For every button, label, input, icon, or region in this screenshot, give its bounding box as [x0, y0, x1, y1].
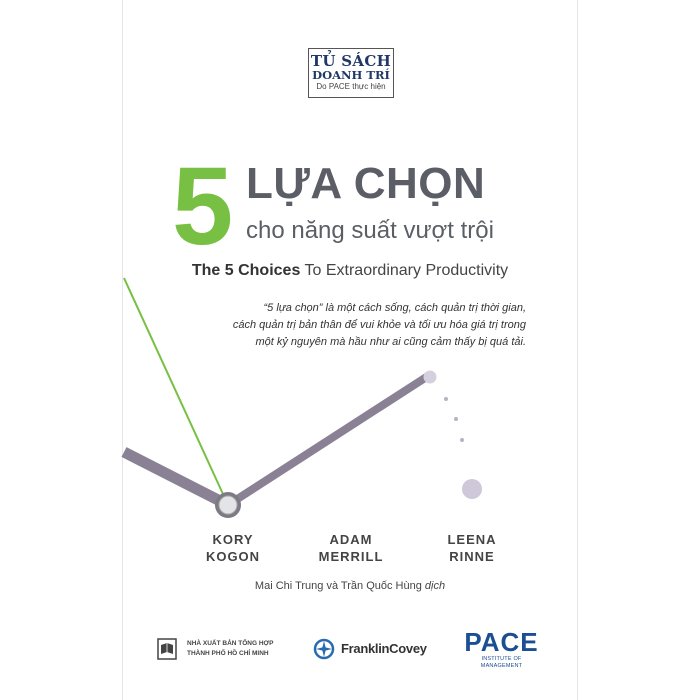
- author-last-name: MERRILL: [318, 549, 384, 564]
- pace-logo-text: PACE: [464, 627, 539, 657]
- series-line-3: Do PACE thực hiện: [316, 82, 386, 91]
- author-last-name: KOGON: [205, 549, 261, 564]
- franklincovey-text: FranklinCovey: [341, 641, 427, 656]
- series-line-2: DOANH TRÍ: [312, 68, 390, 82]
- path-dot-3: [460, 438, 464, 442]
- publisher-hcm-line-1: NHÀ XUẤT BẢN TỔNG HỢP: [187, 640, 274, 647]
- hour-hand-left: [124, 452, 228, 505]
- book-title: LỰA CHỌN: [246, 159, 486, 208]
- author-last-name: RINNE: [449, 549, 495, 564]
- english-title-bold: The 5 Choices: [191, 262, 301, 279]
- english-title-rest: To Extraordinary Productivity: [300, 262, 509, 279]
- author-first-name: KORY: [212, 532, 254, 547]
- publisher-hcm-logo: [157, 638, 297, 662]
- translator-names: Mai Chi Trung và Trần Quốc Hùng: [254, 580, 425, 592]
- path-dot-large: [462, 479, 482, 499]
- pace-logo: [464, 627, 539, 669]
- publisher-hcm-text: [187, 639, 273, 659]
- author-leena-rinne: [417, 531, 527, 565]
- publisher-hcm-line-2: THÀNH PHỐ HỒ CHÍ MINH: [187, 650, 269, 657]
- franklincovey-logo: [313, 638, 443, 660]
- book-subtitle: cho năng suất vượt trội: [246, 217, 494, 244]
- author-kory-kogon: [178, 531, 288, 565]
- author-first-name: ADAM: [329, 532, 373, 547]
- second-hand-green: [124, 278, 228, 505]
- path-dot-1: [444, 397, 448, 401]
- quote-line-1: “5 lựa chọn” là một cách sống, cách quản trị thời gian,: [263, 302, 526, 314]
- series-line-1: TỦ SÁCH: [310, 52, 392, 70]
- franklincovey-compass-icon: [313, 638, 335, 660]
- quote-line-2: cách quản trị bản thân để vui khỏe và tối ưu hóa giá trị trong: [232, 319, 526, 331]
- translator-role: dịch: [424, 580, 446, 592]
- quote-line-3: một kỷ nguyên mà hầu như ai cũng cảm thấy bị quá tải.: [255, 336, 526, 348]
- pace-logo-subtext: INSTITUTE OF MANAGEMENT: [480, 656, 523, 669]
- publisher-book-icon: [157, 638, 177, 660]
- minute-hand-right: [228, 376, 428, 505]
- clock-center: [219, 496, 237, 514]
- translator-credit: [0, 580, 700, 592]
- minute-hand-tip: [424, 371, 437, 384]
- title-number: 5: [172, 145, 234, 268]
- author-adam-merrill: [296, 531, 406, 565]
- path-dot-2: [454, 417, 458, 421]
- author-first-name: LEENA: [447, 532, 497, 547]
